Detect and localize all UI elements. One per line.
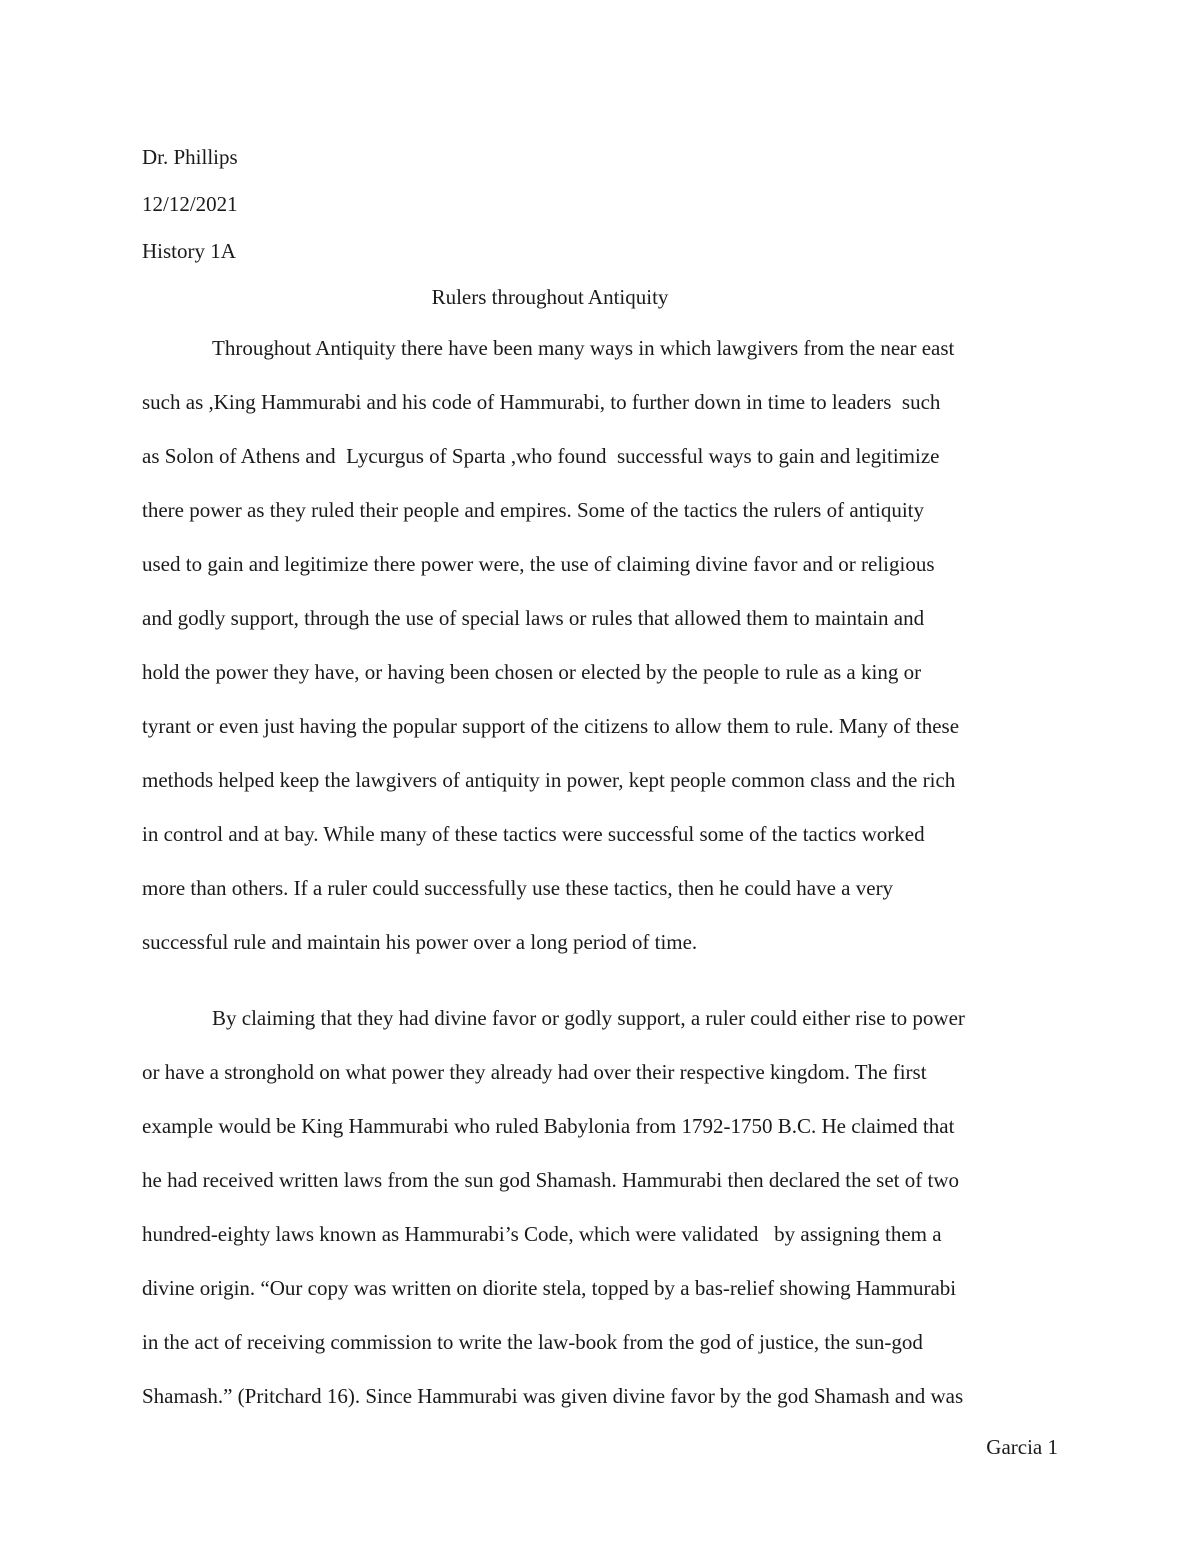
page-footer-label: Garcia 1 (986, 1435, 1058, 1459)
paragraph-1-line-2: such as ,King Hammurabi and his code of Hammurabi, to further down in time to leaders such (142, 390, 941, 414)
paragraph-1-line-1: Throughout Antiquity there have been many ways in which lawgivers from the near east (212, 336, 955, 360)
paragraph-2-line-2: or have a stronghold on what power they already had over their respective kingdom. The first (142, 1060, 927, 1084)
paragraph-2-line-3: example would be King Hammurabi who ruled Babylonia from 1792-1750 B.C. He claimed that (142, 1114, 955, 1138)
paragraph-2-line-6: divine origin. “Our copy was written on diorite stela, topped by a bas-relief showing Hammurabi (142, 1276, 957, 1300)
paragraph-1-line-4: there power as they ruled their people and empires. Some of the tactics the rulers of antiquity (142, 498, 924, 522)
document-title: Rulers throughout Antiquity (431, 285, 669, 309)
paragraph-1-line-6: and godly support, through the use of special laws or rules that allowed them to maintain and (142, 606, 925, 630)
paragraph-1-line-5: used to gain and legitimize there power were, the use of claiming divine favor and or religious (142, 552, 935, 576)
paragraph-2-line-8: Shamash.” (Pritchard 16). Since Hammurabi was given divine favor by the god Shamash and was (142, 1384, 964, 1408)
paragraph-1-line-12: successful rule and maintain his power over a long period of time. (142, 930, 698, 954)
header-course: History 1A (142, 239, 236, 263)
paragraph-1-line-8: tyrant or even just having the popular support of the citizens to allow them to rule. Many of these (142, 714, 960, 738)
header-date: 12/12/2021 (142, 192, 238, 216)
paragraph-2-line-4: he had received written laws from the sun god Shamash. Hammurabi then declared the set of two (142, 1168, 960, 1192)
paragraph-2-line-1: By claiming that they had divine favor or godly support, a ruler could either rise to power (212, 1006, 965, 1030)
paragraph-2-line-5: hundred-eighty laws known as Hammurabi’s Code, which were validated by assigning them a (142, 1222, 942, 1246)
paragraph-1-line-10: in control and at bay. While many of these tactics were successful some of the tactics worked (142, 822, 925, 846)
paragraph-2-line-7: in the act of receiving commission to write the law-book from the god of justice, the sun-god (142, 1330, 923, 1354)
paragraph-1-line-11: more than others. If a ruler could successfully use these tactics, then he could have a very (142, 876, 894, 900)
header-instructor: Dr. Phillips (142, 145, 238, 169)
paragraph-1-line-9: methods helped keep the lawgivers of antiquity in power, kept people common class and the rich (142, 768, 956, 792)
paragraph-1-line-7: hold the power they have, or having been chosen or elected by the people to rule as a king or (142, 660, 922, 684)
paragraph-1-line-3: as Solon of Athens and Lycurgus of Sparta ,who found successful ways to gain and legitimize (142, 444, 940, 468)
